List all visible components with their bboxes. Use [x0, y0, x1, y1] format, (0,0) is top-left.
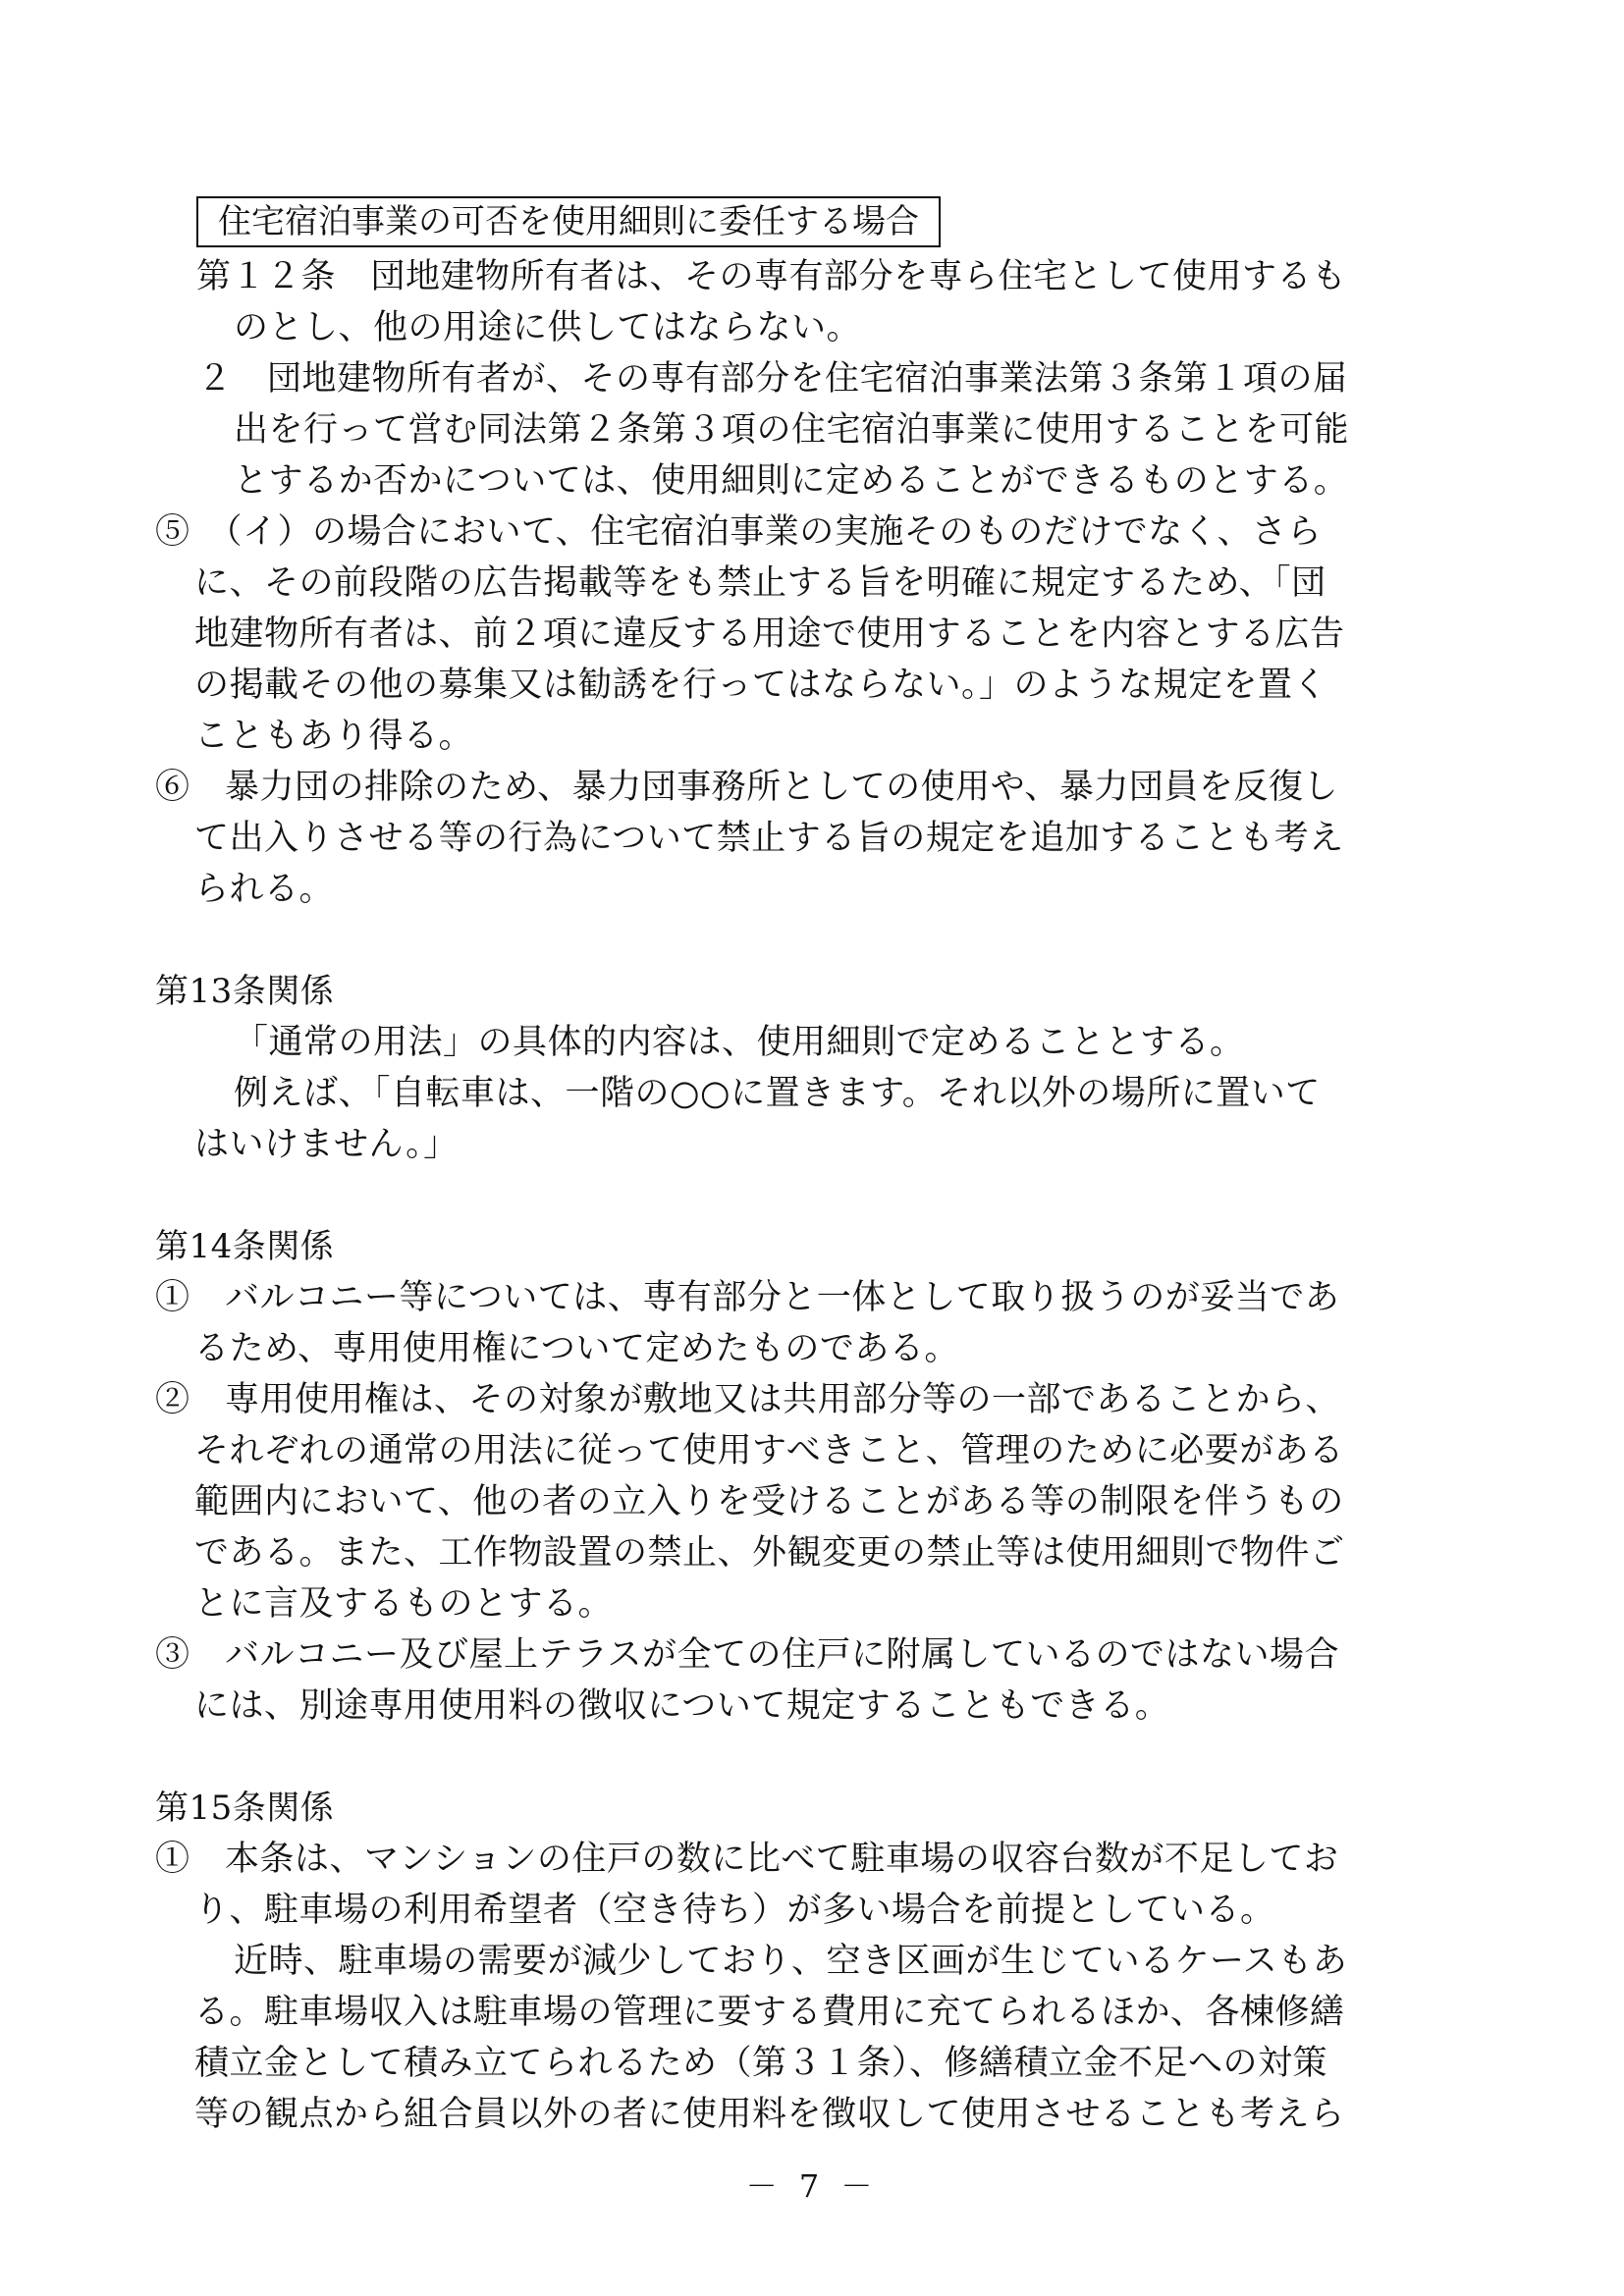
spacer [155, 915, 1481, 966]
section-14-item-1-line-1: ① バルコニー等については、専有部分と一体として取り扱うのが妥当であ [155, 1278, 1340, 1317]
item-6-line-2: て出入りさせる等の行為について禁止する旨の規定を追加することも考え [194, 819, 1344, 858]
item-5-line-1: ⑤ （イ）の場合において、住宅宿泊事業の実施そのものだけでなく、さら [155, 512, 1323, 552]
item-5-line-4: の掲載その他の募集又は勧誘を行ってはならない。」のような規定を置く [194, 666, 1328, 705]
article-12-line-1: 第１２条 団地建物所有者は、その専有部分を専ら住宅として使用するも [196, 257, 1347, 296]
section-13-line-1: 「通常の用法」の具体的内容は、使用細則で定めることとする。 [234, 1023, 1245, 1062]
article-12-para-2-line-2: 出を行って営む同法第２条第３項の住宅宿泊事業に使用することを可能 [234, 410, 1350, 450]
item-5-line-5: こともあり得る。 [194, 717, 474, 756]
section-15-item-1-line-2: り、駐車場の利用希望者（空き待ち）が多い場合を前提としている。 [194, 1891, 1275, 1930]
section-heading-14: 第14条関係 [155, 1227, 335, 1266]
section-heading-13: 第13条関係 [155, 972, 335, 1011]
section-15-item-1-line-1: ① 本条は、マンションの住戸の数に比べて駐車場の収容台数が不足してお [155, 1840, 1339, 1879]
section-14-item-2-line-3: 範囲内において、他の者の立入りを受けることがある等の制限を伴うもの [194, 1482, 1344, 1522]
section-15-para-line-1: 近時、駐車場の需要が減少しており、空き区画が生じているケースもあ [234, 1942, 1348, 1981]
document-body [155, 196, 1481, 2140]
section-14-item-2-line-2: それぞれの通常の用法に従って使用すべきこと、管理のために必要がある [194, 1431, 1344, 1470]
section-14-item-1-line-2: るため、専用使用権について定めたものである。 [194, 1329, 959, 1368]
section-14-item-3-line-2: には、別途専用使用料の徴収について規定することもできる。 [194, 1686, 1170, 1726]
section-heading-15: 第15条関係 [155, 1789, 335, 1828]
article-12-para-2-line-3: とするか否かについては、使用細則に定めることができるものとする。 [234, 461, 1349, 501]
item-5-line-3: 地建物所有者は、前２項に違反する用途で使用することを内容とする広告 [194, 614, 1345, 654]
section-15-para-line-2: る。駐車場収入は駐車場の管理に要する費用に充てられるほか、各棟修繕 [194, 1993, 1345, 2032]
page-number: － 7 － [745, 2167, 879, 2205]
article-12-line-2: のとし、他の用途に供してはならない。 [234, 308, 862, 347]
boxed-section-title: 住宅宿泊事業の可否を使用細則に委任する場合 [196, 196, 941, 247]
section-14-item-2-line-5: とに言及するものとする。 [194, 1584, 614, 1624]
section-14-item-2-line-4: である。また、工作物設置の禁止、外観変更の禁止等は使用細則で物件ご [194, 1533, 1345, 1573]
section-14-item-3-line-1: ③ バルコニー及び屋上テラスが全ての住戸に附属しているのではない場合 [155, 1635, 1339, 1675]
section-13-line-2: 例えば、「自転車は、一階の○○に置きます。それ以外の場所に置いて [234, 1074, 1321, 1113]
item-5-line-2: に、その前段階の広告掲載等をも禁止する旨を明確に規定するため、「団 [194, 563, 1326, 603]
item-6-line-1: ⑥ 暴力団の排除のため、暴力団事務所としての使用や、暴力団員を反復し [155, 768, 1338, 807]
item-6-line-3: られる。 [194, 870, 335, 909]
section-14-item-2-line-1: ② 専用使用権は、その対象が敷地又は共用部分等の一部であることから、 [155, 1380, 1341, 1419]
spacer [155, 1732, 1481, 1783]
section-15-para-line-4: 等の観点から組合員以外の者に使用料を徴収して使用させることも考えら [194, 2095, 1345, 2134]
section-13-line-3: はいけません。」 [194, 1125, 459, 1164]
section-15-para-line-3: 積立金として積み立てられるため（第３１条）、修繕積立金不足への対策 [194, 2044, 1328, 2083]
spacer [155, 1170, 1481, 1221]
article-12-para-2-line-1: ２ 団地建物所有者が、その専有部分を住宅宿泊事業法第３条第１項の届 [197, 359, 1348, 399]
